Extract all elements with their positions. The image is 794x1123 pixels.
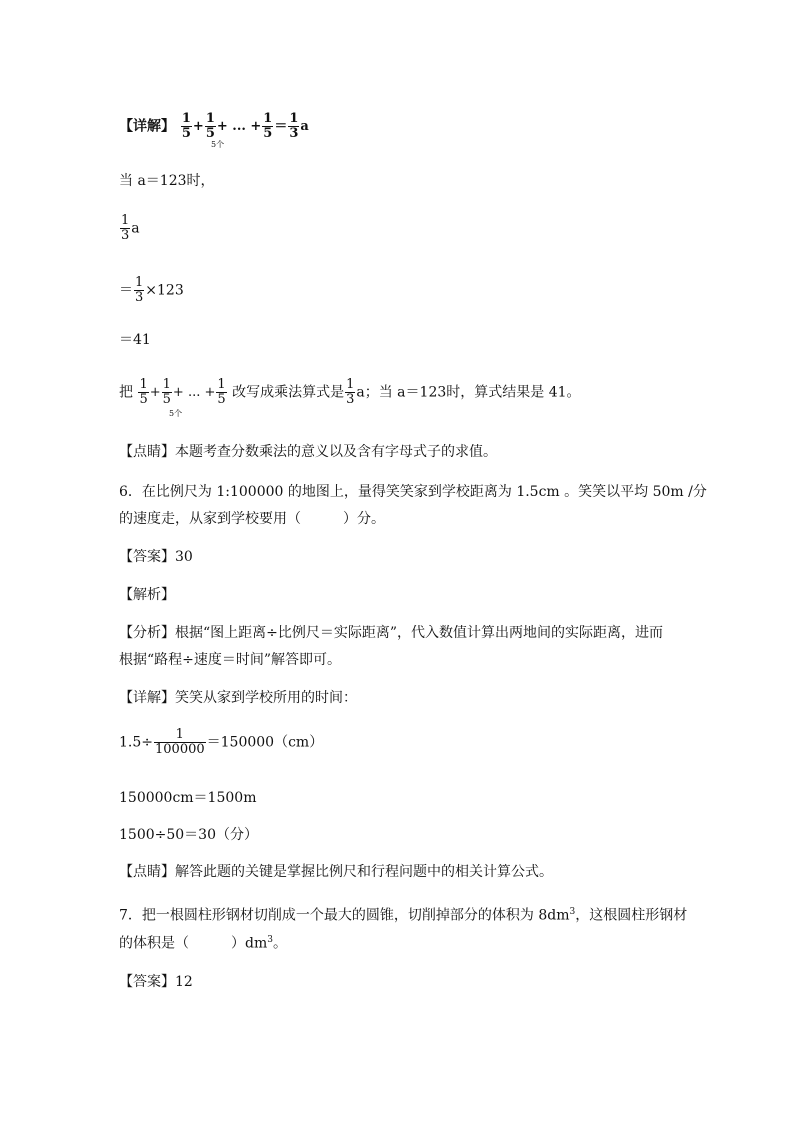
q6-calc1: 1.5÷ $\frac{1}{100000}$ ＝150000（cm） — [119, 727, 324, 757]
document-page: 【详解】 $\frac{1}{5}$ + $\frac{1}{5}$ + ... + $\frac{1}{5}$ ＝ $\frac{1}{3}$ a 5个 当 a＝123时， $\frac{1}{3}$ a ＝ $\frac{1}{3}$ ×123 ＝41 把 $\frac{1}{5}$ + $\frac{1}{5}$ + ... + $\frac{1}{5}$ 改写成乘法算式是 $\frac{1}{3}$ a；当 a＝123时，算式结果是 41。 5个 【点睛】本题考查分数乘法的意义以及含有字母式子的求值。 6．在比例尺为 1:100000 的地图上，量得笑笑家到学校距离为 1.5cm 。笑笑以平均 50m /分 的速度走，从家到学校要用（ ）分。 【答案】30 【解析】 【分析】根据“图上距离÷比例尺＝实际距离”，代入数值计算出两地间的实际距离，进而 根据“路程÷速度＝时间”解答即可。 【详解】笑笑从家到学校所用的时间： 1.5÷ $\frac{1}{100000}$ ＝150000（cm） 150000cm＝1500m 1500÷50＝30（分） 【点睛】解答此题的关键是掌握比例尺和行程问题中的相关计算公式。 7．把一根圆柱形钢材切削成一个最大的圆锥，切削掉部分的体积为 $8dm^3$，这根圆柱形钢材 的体积是（ ）$dm^3$。 【答案】12 — [119, 111, 707, 990]
step3-line: ＝41 — [119, 332, 151, 348]
fraction-1-3: $\frac{1}{3}$ — [121, 213, 130, 243]
q6-analysis2: 根据“路程÷速度＝时间”解答即可。 — [119, 652, 342, 668]
step2-line: ＝ $\frac{1}{3}$ ×123 — [119, 275, 184, 305]
conclusion-line: 把 $\frac{1}{5}$ + $\frac{1}{5}$ + ... + $\frac{1}{5}$ 改写成乘法算式是 $\frac{1}{3}$ a；当 a＝123时，算式结果是 41。 — [119, 377, 581, 407]
fraction-1-5: $\frac{1}{5}$ — [263, 111, 273, 141]
detail-label: 【详解】 — [119, 118, 175, 135]
fraction-1-3: $\frac{1}{3}$ — [135, 275, 144, 305]
q6-calc2: 150000cm＝1500m — [119, 790, 257, 806]
detail-line: 【详解】 $\frac{1}{5}$ + $\frac{1}{5}$ + ... + $\frac{1}{5}$ ＝ $\frac{1}{3}$ a — [119, 111, 309, 141]
q7-line2: 的体积是（ ）$dm^3$。 — [119, 935, 287, 952]
fraction-1-100000: $\frac{1}{100000}$ — [155, 727, 205, 757]
sum-tail: + ... + — [216, 118, 262, 134]
q6-analysis1: 【分析】根据“图上距离÷比例尺＝实际距离”，代入数值计算出两地间的实际距离，进而 — [119, 625, 664, 641]
fraction-1-5: $\frac{1}{5}$ — [181, 111, 191, 141]
q6-detail: 【详解】笑笑从家到学校所用的时间： — [119, 690, 357, 706]
q7-line1: 7．把一根圆柱形钢材切削成一个最大的圆锥，切削掉部分的体积为 $8dm^3$，这根圆柱形钢材 — [119, 907, 688, 924]
comment1-line: 【点睛】本题考查分数乘法的意义以及含有字母式子的求值。 — [119, 444, 497, 460]
count-label: 5个 — [211, 140, 225, 149]
q6-answer: 【答案】30 — [119, 549, 193, 565]
q6-calc3: 1500÷50＝30（分） — [119, 827, 258, 843]
q6-line1: 6．在比例尺为 1:100000 的地图上，量得笑笑家到学校距离为 1.5cm 。笑笑以平均 50m /分 — [119, 484, 707, 500]
fraction-1-3: $\frac{1}{3}$ — [289, 111, 299, 141]
q6-parse: 【解析】 — [119, 587, 175, 603]
when-a-line: 当 a＝123时， — [119, 173, 215, 189]
q6-comment: 【点睛】解答此题的关键是掌握比例尺和行程问题中的相关计算公式。 — [119, 864, 553, 880]
q6-line2: 的速度走，从家到学校要用（ ）分。 — [119, 511, 385, 527]
fraction-1-5: $\frac{1}{5}$ — [205, 111, 215, 141]
step1-line: $\frac{1}{3}$ a — [121, 213, 140, 243]
q7-answer: 【答案】12 — [119, 974, 193, 990]
